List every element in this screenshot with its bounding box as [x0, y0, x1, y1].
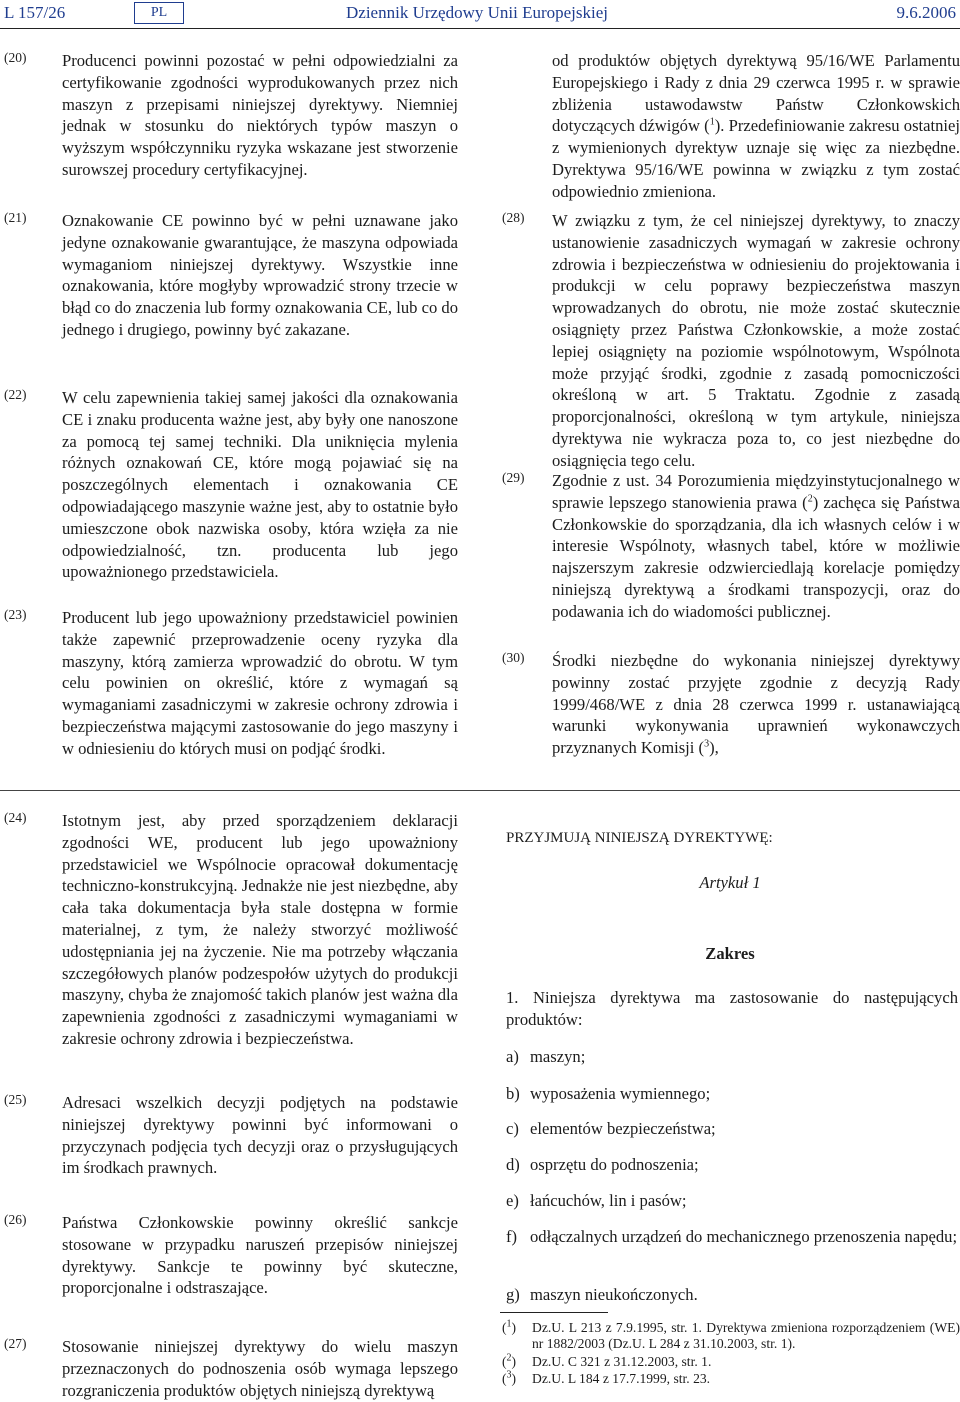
list-item-c — [506, 1118, 958, 1140]
section-separator — [0, 790, 960, 791]
recital-number: (28) — [502, 210, 525, 225]
recital-number: (23) — [4, 607, 27, 622]
continuation-text: od produktów objętych dyrektywą 95/16/WE Parlamentu Europejskiego i Rady z dnia 29 czerwca 1995 r. w sprawie zbliżenia ustawodawstw Państw Członkowskich dotyczących dźwigów ( — [552, 51, 960, 136]
list-text: maszyn; — [530, 1047, 586, 1066]
footnote-ref[interactable]: 3 — [704, 738, 710, 750]
list-text: odłączalnych urządzeń do mechanicznego przenoszenia napędu; — [530, 1227, 958, 1246]
list-item-f — [506, 1226, 958, 1270]
list-text: elementów bezpieczeństwa; — [530, 1119, 716, 1138]
recital-text: Adresaci wszelkich decyzji podjętych na podstawie niniejszej dyrektywy powinni być informowani o przyczynach podjęcia tych decyzji oraz o przysługujących im środkach prawnych. — [62, 1093, 458, 1178]
recital-text-part: Środki niezbędne do wykonania niniejszej dyrektywy powinny zostać przyjęte zgodnie z decyzją Rady 1999/468/WE z dnia 28 czerwca 1999 r. ustanawiającą warunki wykonywania uprawnień wykonawczych przyznanych Komisji ( — [552, 651, 960, 758]
footnote-text: Dz.U. L 213 z 7.9.1995, str. 1. Dyrektywa zmieniona rozporządzeniem (WE) nr 1882/2003 (Dz.U. L 284 z 31.10.2003, str. 1). — [532, 1320, 960, 1351]
footnote-mark: ($^2$) — [502, 1352, 517, 1369]
footnote-rule — [500, 1312, 608, 1313]
continuation-paragraph — [552, 50, 960, 203]
footnote-mark: ($^1$) — [502, 1318, 517, 1335]
recital-text: Stosowanie niniejszej dyrektywy do wielu maszyn przeznaczonych do podnoszenia osób wymaga lepszego rozgraniczenia produktów objętych niniejszą dyrektywą — [62, 1337, 458, 1400]
recital-number: (24) — [4, 810, 27, 825]
recital-text: Oznakowanie CE powinno być w pełni uznawane jako jedyne oznakowanie gwarantujące, że maszyna odpowiada wymaganiom niniejszej dyrektywy. Wszystkie inne oznakowania, które mogłyby wprowadzić strony trzecie w błąd co do znaczenia lub formy oznakowania CE, lub co do jednego i drugiego, powinny być zakazane. — [62, 211, 458, 339]
list-label: d) — [506, 1155, 520, 1174]
recital-text: Producenci powinni pozostać w pełni odpowiedzialni za certyfikowanie zgodności wyprodukowanych przez nich maszyn z przepisami niniejszej dyrektywy. Niemniej jednak w stosunku do niektórych typów maszyn o wyższym współczynniku ryzyka wskazane jest stworzenie surowszej procedury certyfikacyjnej. — [62, 51, 458, 179]
footnote-text: Dz.U. L 184 z 17.7.1999, str. 23. — [532, 1371, 711, 1386]
recital-text — [552, 650, 960, 759]
recital-text: Producent lub jego upoważniony przedstawiciel powinien także zapewnić przeprowadzenie oceny ryzyka dla maszyny, którą zamierza wprowadzić do obrotu. W tym celu powinien on określić, które z wymagań są wymaganiami zasadniczymi w zakresie ochrony zdrowia i bezpieczeństwa mającymi zastosowanie do jego maszyny i w odniesieniu do których musi on podjąć środki. — [62, 608, 458, 758]
footnote-ref[interactable]: 2 — [807, 493, 813, 505]
recital-text: W celu zapewnienia takiej samej jakości dla oznakowania CE i znaku producenta ważne jest, aby były one nanoszone za pomocą tej samej techniki. Dla uniknięcia mylenia różnych oznakowań CE, które mogą pojawiać się na poszczególnych elementach i oznakowania CE odpowiadającego maszynie ważne jest, aby to ostatnie było umieszczone obok nazwiska osoby, która wzięła za nie odpowiedzialność, tzn. producenta lub jego upoważnionego przedstawiciela. — [62, 388, 458, 582]
article-paragraph: 1. Niniejsza dyrektywa ma zastosowanie do następujących produktów: — [506, 988, 958, 1029]
header-rule — [0, 28, 960, 29]
recital-text: Państwa Członkowskie powinny określić sankcje stosowane w przypadku naruszeń przepisów niniejszej dyrektywy. Sankcje te powinny być skuteczne, proporcjonalne i odstraszające. — [62, 1213, 458, 1298]
recital-number: (26) — [4, 1212, 27, 1227]
footnote-1 — [502, 1320, 958, 1352]
footnote-mark: ($^3$) — [502, 1369, 517, 1386]
page-header — [0, 0, 960, 32]
list-item-b — [506, 1083, 958, 1105]
list-item-d — [506, 1154, 958, 1176]
recital-number: (21) — [4, 210, 27, 225]
recital-number: (29) — [502, 470, 525, 485]
page-reference: L 157/26 — [4, 3, 66, 22]
recital-text: W związku z tym, że cel niniejszej dyrektywy, to znaczy ustanowienie zasadniczych wymagań w zakresie ochrony zdrowia i bezpieczeństwa w odniesieniu do projektowania i produkcji w celu poprawy bezpieczeństwa maszyn wprowadzanych do obrotu, nie może zostać skutecznie osiągnięty przez Państwa Członkowskie, a może zostać lepiej osiągnięty na poziomie wspólnotowym, Wspólnota może przyjąć środki, zgodnie z zasadą pomocniczości określoną w art. 5 Traktatu. Zgodnie z zasadą proporcjonalności, określoną w tym artykule, niniejsza dyrektywa nie wykracza poza to, co jest niezbędne do osiągnięcia tego celu. — [552, 211, 960, 470]
language-badge: PL — [134, 2, 184, 24]
recital-text-part: ) zachęca się Państwa Członkowskie do sporządzania, dla ich własnych celów i w interesie Wspólnoty, własnych tabel, które w możliwie najszerszym zakresie odzwierciedlają korelacje pomiędzy niniejszą dyrektywą a środkami transpozycji, oraz do podawania ich do wiadomości publicznej. — [552, 492, 960, 621]
list-text: maszyn nieukończonych. — [530, 1285, 698, 1304]
list-text: wyposażenia wymiennego; — [530, 1084, 711, 1103]
list-label: g) — [506, 1285, 520, 1304]
recital-text-part: Zgodnie z ust. 34 Porozumienia międzyinstytucjonalnego w sprawie lepszego stanowienia prawa ( — [552, 471, 960, 512]
footnote-text: Dz.U. C 321 z 31.12.2003, str. 1. — [532, 1354, 712, 1369]
article-title: Artykuł 1 — [699, 873, 761, 892]
journal-title: Dziennik Urzędowy Unii Europejskiej — [346, 3, 609, 22]
list-label: e) — [506, 1191, 519, 1210]
list-item-g — [506, 1284, 958, 1306]
recital-number: (25) — [4, 1092, 27, 1107]
recital-number: (20) — [4, 50, 27, 65]
list-text: osprzętu do podnoszenia; — [530, 1155, 699, 1174]
footnote-ref[interactable]: 1 — [709, 116, 715, 128]
list-item-a — [506, 1046, 958, 1068]
recital-number: (27) — [4, 1336, 27, 1351]
list-label: f) — [506, 1227, 518, 1246]
recital-number: (22) — [4, 387, 27, 402]
article-heading: Zakres — [705, 944, 755, 963]
list-label: c) — [506, 1119, 519, 1138]
continuation-text: ). Przedefiniowanie zakresu ostatniej z wymienionych dyrektyw uznaje się więc za niezbędne. Dyrektywa 95/16/WE powinna w związku z tym zostać odpowiednio zmieniona. — [552, 116, 960, 201]
recital-number: (30) — [502, 650, 525, 665]
list-label: b) — [506, 1084, 520, 1103]
recital-text — [552, 470, 960, 623]
list-label: a) — [506, 1047, 519, 1066]
adoption-formula: PRZYJMUJĄ NINIEJSZĄ DYREKTYWĘ: — [506, 830, 773, 846]
publication-date: 9.6.2006 — [896, 3, 956, 22]
recital-text: Istotnym jest, aby przed sporządzeniem deklaracji zgodności WE, producent lub jego upoważniony przedstawiciel we Wspólnocie opracował dokumentację techniczno-konstrukcyjną. Jednakże nie jest niezbędne, aby cała taka dokumentacja była stale dostępna w formie materialnej, z tym, że należy stworzyć możliwość udostępniania jej na życzenie. Nie ma potrzeby włączania szczegółowych planów podzespołów użytych do produkcji maszyny, chyba że znajomość takich planów jest ważna dla zapewnienia zgodności z zasadniczymi wymaganiami w zakresie ochrony zdrowia i bezpieczeństwa. — [62, 811, 458, 1048]
recital-text-part: ), — [709, 738, 719, 758]
list-item-e — [506, 1190, 958, 1212]
list-text: łańcuchów, lin i pasów; — [530, 1191, 687, 1210]
